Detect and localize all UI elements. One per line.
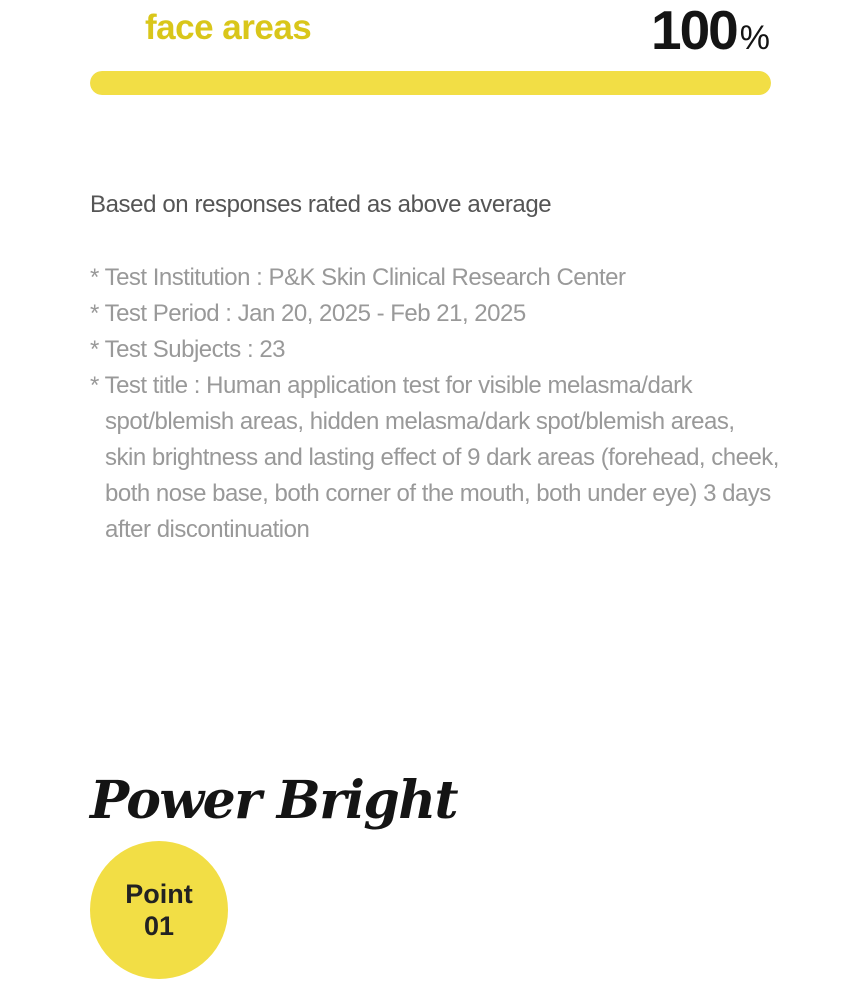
note-institution: * Test Institution : P&K Skin Clinical Research Center (90, 264, 626, 291)
point-badge-number: 01 (143, 911, 175, 941)
basis-text: Based on responses rated as above average (90, 191, 552, 218)
note-period: * Test Period : Jan 20, 2025 - Feb 21, 2025 (90, 300, 526, 327)
point-badge (90, 841, 228, 979)
note-title: * Test title : Human application test for visible melasma/dark spot/blemish areas, hidden melasma/dark spot/blemish areas, skin brightness and lasting effect of 9 dark areas (forehead, cheek, both nose base, both corner of the mouth, both under eye) 3 days after discontinuation (90, 372, 779, 543)
test-notes-list (90, 260, 780, 548)
progress-fill (90, 71, 771, 95)
stat-label: face areas (145, 8, 312, 47)
stat-value (651, 0, 770, 62)
note-subjects: * Test Subjects : 23 (90, 336, 286, 363)
progress-bar (90, 71, 771, 95)
point-badge-label: Point (125, 879, 193, 909)
stat-unit: % (739, 19, 770, 57)
brand-title: Power Bright (90, 770, 458, 831)
stat-number: 100 (651, 0, 737, 61)
